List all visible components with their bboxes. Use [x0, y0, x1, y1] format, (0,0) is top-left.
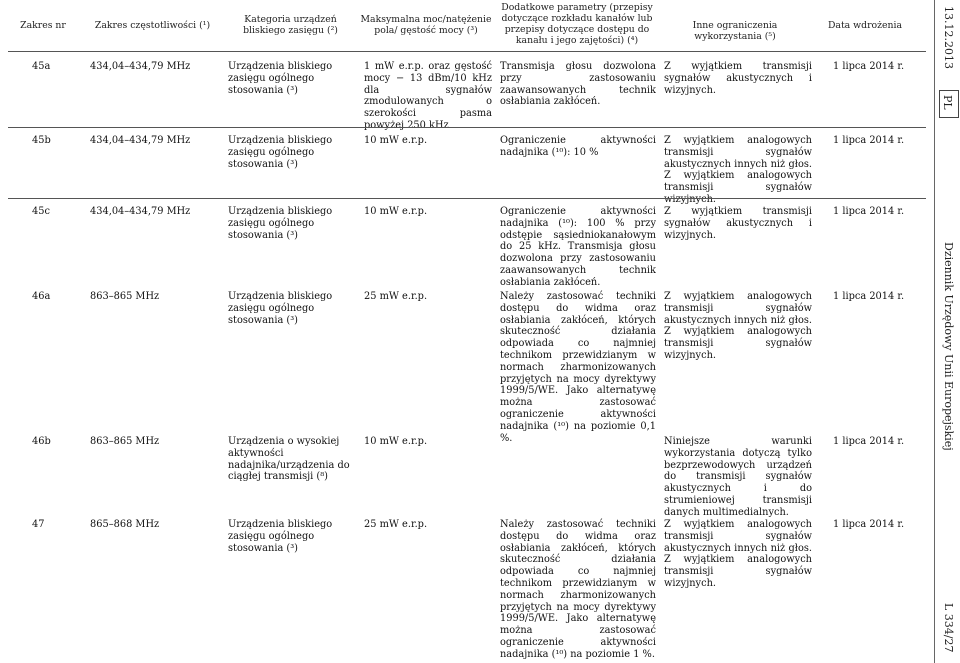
row-45c-inne: Z wyjątkiem transmisji sygnałów akustycznych i wizyjnych. — [664, 206, 812, 241]
row-46a-inne: Z wyjątkiem analogowych transmisji sygnałów akustycznych innych niż głos. Z wyjątkiem analogowych transmisji sygnałów wizyjnych. — [664, 291, 812, 361]
row-47-freq: 865–868 MHz — [90, 519, 160, 530]
sidebar-date: 13.12.2013 — [942, 6, 955, 69]
row-45c-nr: 45c — [32, 206, 50, 217]
row-46a-freq: 863–865 MHz — [90, 291, 160, 302]
row-46a-dodatkowe: Należy zastosować techniki dostępu do widma oraz osłabiania zakłóceń, których skuteczność działania odpowiada co najmniej technikom przewidzianym w normach zharmonizowanych przyjętych na mocy dyrektywy 1999/5/WE. Jako alternatywę można zastosować ograniczenie aktywności nadajnika (¹⁰) na poziomie 0,1 %. — [500, 291, 656, 444]
row-47-inne: Z wyjątkiem analogowych transmisji sygnałów akustycznych innych niż głos. Z wyjątkiem analogowych transmisji sygnałów wizyjnych. — [664, 519, 812, 589]
sidebar-journal-title: Dziennik Urzędowy Unii Europejskiej — [942, 242, 955, 451]
row-45b-freq: 434,04–434,79 MHz — [90, 135, 191, 146]
header-data-wdrozenia: Data wdrożenia — [827, 20, 903, 31]
header-maksymalna-moc: Maksymalna moc/natężenie pola/ gęstość mocy (³) — [360, 14, 492, 36]
row-45a-nr: 45a — [32, 61, 51, 72]
row-46b-data: 1 lipca 2014 r. — [833, 436, 905, 447]
header-zakres-nr: Zakres nr — [20, 20, 66, 31]
row-46b-kategoria: Urządzenia o wysokiej aktywności nadajnika/urządzenia do ciągłej transmisji (⁸) — [228, 436, 350, 483]
row-45c-kategoria: Urządzenia bliskiego zasięgu ogólnego stosowania (³) — [228, 206, 333, 241]
row-45a-dodatkowe: Transmisja głosu dozwolona przy zastosowaniu zaawansowanych technik osłabiania zakłóceń. — [500, 61, 656, 108]
row-45c-data: 1 lipca 2014 r. — [833, 206, 905, 217]
sidebar-lang: PL — [941, 95, 954, 110]
row-47-data: 1 lipca 2014 r. — [833, 519, 905, 530]
row-45b-inne: Z wyjątkiem analogowych transmisji sygnałów akustycznych innych niż głos. Z wyjątkiem analogowych transmisji sygnałów wizyjnych. — [664, 135, 812, 205]
row-45c-dodatkowe: Ograniczenie aktywności nadajnika (¹⁰): 100 % przy odstępie sąsiedniokanałowym do 25 kHz. Transmisja głosu dozwolona przy zastosowaniu zaawansowanych technik osłabiania zakłóceń. — [500, 206, 656, 288]
row-46a-nr: 46a — [32, 291, 51, 302]
row-45a-inne: Z wyjątkiem transmisji sygnałów akustycznych i wizyjnych. — [664, 61, 812, 96]
row-separator — [8, 198, 926, 199]
row-45a-data: 1 lipca 2014 r. — [833, 61, 905, 72]
row-45b-moc: 10 mW e.r.p. — [364, 135, 428, 146]
sidebar-page-ref: L 334/27 — [942, 603, 955, 653]
row-45a-freq: 434,04–434,79 MHz — [90, 61, 191, 72]
row-47-dodatkowe: Należy zastosować techniki dostępu do widma oraz osłabiania zakłóceń, których skuteczność działania odpowiada co najmniej technikom przewidzianym w normach zharmonizowanych przyjętych na mocy dyrektywy 1999/5/WE. Jako alternatywę można zastosować ograniczenie aktywności nadajnika (¹⁰) na poziomie 1 %. — [500, 519, 656, 660]
header-rule — [8, 51, 926, 52]
row-47-kategoria: Urządzenia bliskiego zasięgu ogólnego stosowania (³) — [228, 519, 333, 554]
header-kategoria: Kategoria urządzeń bliskiego zasięgu (²) — [243, 14, 338, 36]
row-45b-dodatkowe: Ograniczenie aktywności nadajnika (¹⁰): 10 % — [500, 135, 656, 158]
header-inne-ograniczenia: Inne ograniczenia wykorzystania (⁵) — [692, 20, 778, 42]
row-46b-freq: 863–865 MHz — [90, 436, 160, 447]
row-46a-data: 1 lipca 2014 r. — [833, 291, 905, 302]
row-45b-data: 1 lipca 2014 r. — [833, 135, 905, 146]
row-45b-nr: 45b — [32, 135, 51, 146]
row-45b-kategoria: Urządzenia bliskiego zasięgu ogólnego stosowania (³) — [228, 135, 333, 170]
margin-rule — [934, 0, 935, 663]
row-46a-moc: 25 mW e.r.p. — [364, 291, 428, 302]
row-46b-inne: Niniejsze warunki wykorzystania dotyczą tylko bezprzewodowych urządzeń do transmisji sygnałów akustycznych i do strumieniowej transmisji danych multimedialnych. — [664, 436, 812, 518]
row-46b-moc: 10 mW e.r.p. — [364, 436, 428, 447]
header-dodatkowe-parametry: Dodatkowe parametry (przepisy dotyczące rozkładu kanałów lub przepisy dotyczące dostępu do kanału i jego zajętości) (⁴) — [501, 2, 653, 46]
row-45c-moc: 10 mW e.r.p. — [364, 206, 428, 217]
row-47-nr: 47 — [32, 519, 45, 530]
row-47-moc: 25 mW e.r.p. — [364, 519, 428, 530]
row-46b-nr: 46b — [32, 436, 51, 447]
header-zakres-czestotliwosci: Zakres częstotliwości (¹) — [94, 20, 211, 31]
row-45a-kategoria: Urządzenia bliskiego zasięgu ogólnego stosowania (³) — [228, 61, 333, 96]
row-separator — [8, 127, 926, 128]
row-45a-moc: 1 mW e.r.p. oraz gęstość mocy − 13 dBm/10 kHz dla sygnałów zmodulowanych o szerokości pasma powyżej 250 kHz — [364, 61, 492, 131]
row-46a-kategoria: Urządzenia bliskiego zasięgu ogólnego stosowania (³) — [228, 291, 333, 326]
row-45c-freq: 434,04–434,79 MHz — [90, 206, 191, 217]
